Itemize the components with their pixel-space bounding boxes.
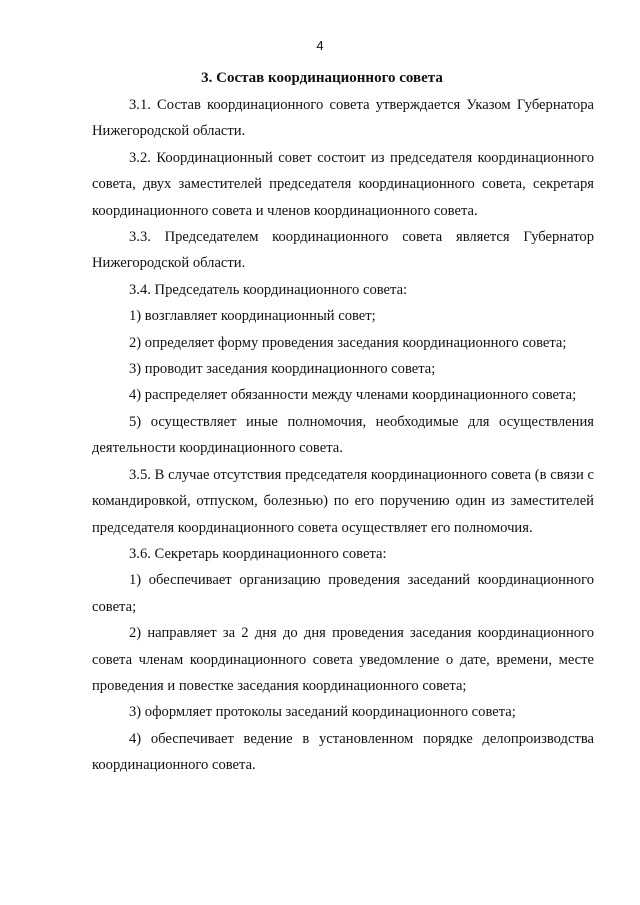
paragraph-3-3: 3.3. Председателем координационного совета является Губернатор Нижегородской области. xyxy=(92,229,594,272)
paragraph-3-1: 3.1. Состав координационного совета утверждается Указом Губернатора Нижегородской области. xyxy=(92,97,594,140)
paragraph-3-5: 3.5. В случае отсутствия председателя координационного совета (в связи с командировкой, отпуском, болезнью) по его поручению один из заместителей председателя координационного совета осуществляет его полномочия. xyxy=(92,466,594,536)
paragraph-3-2: 3.2. Координационный совет состоит из председателя координационного совета, двух заместителей председателя координационного совета, секретаря координационного совета и членов координационного совета. xyxy=(92,149,594,219)
list-item-3-4-4: 4) распределяет обязанности между членами координационного совета; xyxy=(129,387,577,404)
list-item-3-6-2: 2) направляет за 2 дня до дня проведения заседания координационного совета членам координационного совета уведомление о дате, времени, месте проведения и повестке заседания координационного совета; xyxy=(92,625,594,694)
list-item-3-6-1: 1) обеспечивает организацию проведения заседаний координационного совета; xyxy=(92,572,594,615)
paragraph-3-6: 3.6. Секретарь координационного совета: xyxy=(129,545,387,562)
paragraph-3-4: 3.4. Председатель координационного совета: xyxy=(129,281,408,298)
list-item-3-6-4: 4) обеспечивает ведение в установленном порядке делопроизводства координационного совета. xyxy=(92,730,594,774)
section-title: 3. Состав координационного совета xyxy=(201,70,443,86)
list-item-3-6-3: 3) оформляет протоколы заседаний координационного совета; xyxy=(129,704,516,721)
list-item-3-4-1: 1) возглавляет координационный совет; xyxy=(129,308,376,325)
page-number: 4 xyxy=(316,38,324,53)
list-item-3-4-2: 2) определяет форму проведения заседания координационного совета; xyxy=(129,334,567,351)
list-item-3-4-3: 3) проводит заседания координационного совета; xyxy=(129,361,436,378)
list-item-3-4-5: 5) осуществляет иные полномочия, необходимые для осуществления деятельности координационного совета. xyxy=(92,413,594,457)
document-body xyxy=(92,92,594,779)
